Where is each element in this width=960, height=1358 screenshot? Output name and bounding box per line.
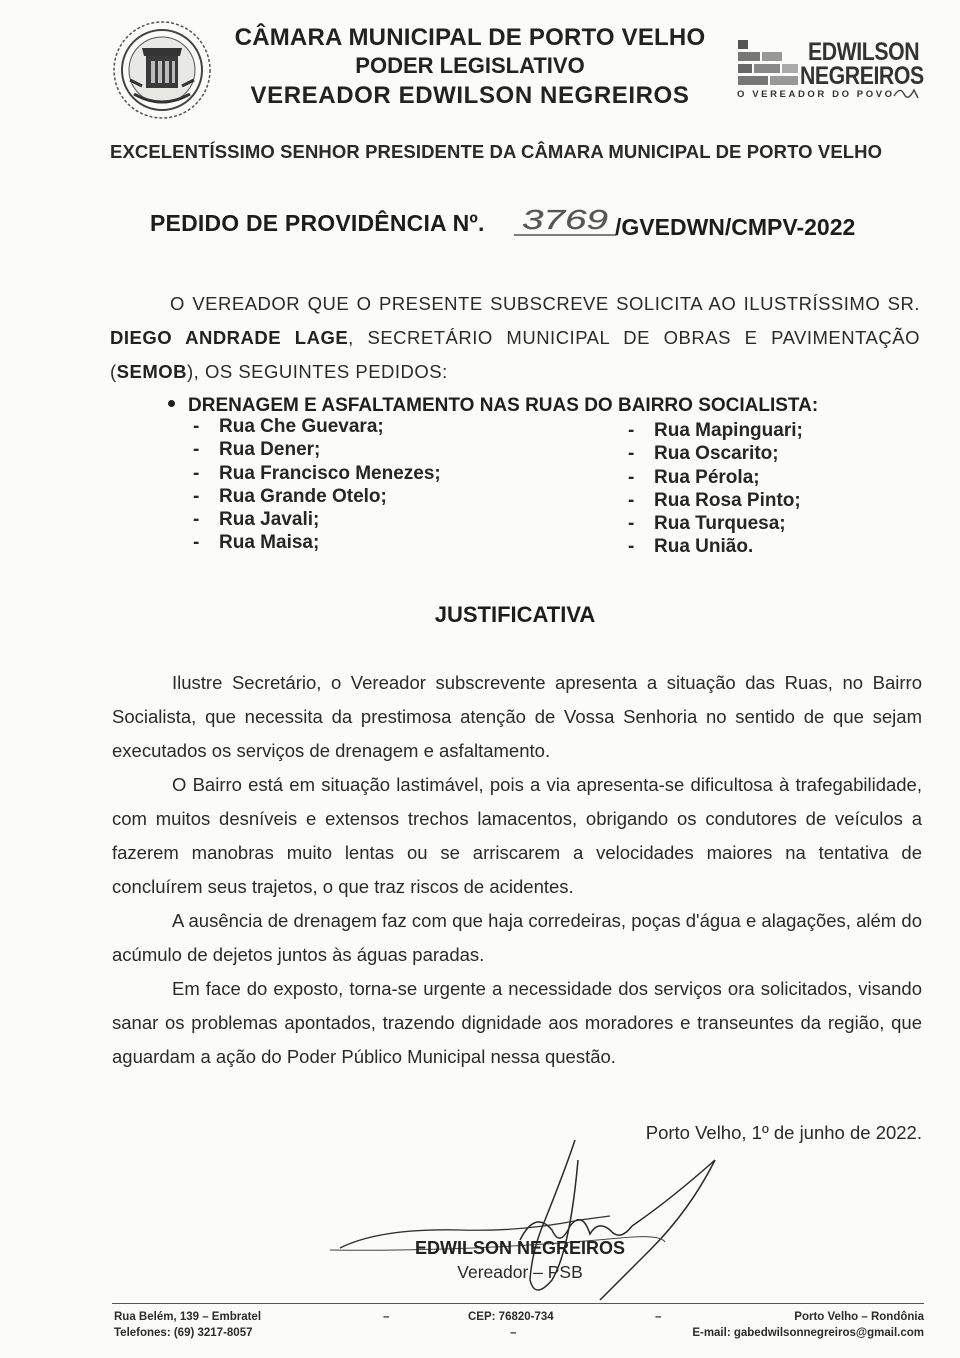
list-item: - Rua Pérola; bbox=[628, 466, 760, 488]
list-item: - Rua Maisa; bbox=[193, 532, 320, 554]
signatory-name: EDWILSON NEGREIROS bbox=[414, 1238, 625, 1258]
justification-paragraph: Ilustre Secretário, o Vereador subscrevente apresenta a situação das Ruas, no Bairro Socialista, que necessita da prestimosa atenção de Vossa Senhoria no sentido de que sejam executados os serviços de drenagem e asfaltamento. bbox=[112, 672, 922, 761]
footer-divider bbox=[112, 1303, 924, 1304]
footer-separator: – bbox=[655, 1311, 662, 1323]
justification-body bbox=[112, 666, 922, 1074]
handwritten-signature bbox=[320, 1130, 740, 1310]
justification-paragraph: Em face do exposto, torna-se urgente a necessidade dos serviços ora solicitados, visando sanar os problemas apontados, trazendo dignidade aos moradores e transeuntes da região, que aguardam a ação do Poder Público Municipal nessa questão. bbox=[112, 978, 922, 1067]
list-item: - Rua Oscarito; bbox=[628, 443, 779, 465]
list-item: - Rua União. bbox=[628, 536, 754, 558]
official-name: DIEGO ANDRADE LAGE bbox=[110, 327, 349, 348]
logo-name-last: NEGREIROS bbox=[800, 62, 924, 90]
request-title: PEDIDO DE PROVIDÊNCIA Nº. bbox=[150, 210, 485, 236]
footer-phone: Telefones: (69) 3217-8057 bbox=[114, 1327, 253, 1339]
document-date: Porto Velho, 1º de junho de 2022. bbox=[645, 1122, 922, 1143]
list-item: - Rua Turquesa; bbox=[628, 513, 786, 535]
signatory-role: Vereador – PSB bbox=[457, 1262, 583, 1282]
list-item: - Rua Mapinguari; bbox=[628, 420, 803, 441]
addressee: EXCELENTÍSSIMO SENHOR PRESIDENTE DA CÂMARA MUNICIPAL DE PORTO VELHO bbox=[110, 141, 883, 162]
footer-email: E-mail: gabedwilsonnegreiros@gmail.com bbox=[692, 1327, 924, 1339]
footer-location bbox=[640, 1309, 924, 1341]
list-item: - Rua Grande Otelo; bbox=[193, 485, 387, 507]
bullet-icon bbox=[168, 400, 175, 407]
street-list-right bbox=[628, 419, 803, 559]
request-code: /GVEDWN/CMPV-2022 bbox=[615, 214, 856, 240]
header-councilor: VEREADOR EDWILSON NEGREIROS bbox=[250, 82, 690, 109]
list-item: - Rua Francisco Menezes; bbox=[193, 462, 441, 484]
blocks-logo-icon bbox=[738, 40, 798, 88]
justification-paragraph: O Bairro está em situação lastimável, pois a via apresenta-se dificultosa à trafegabilidade, com muitos desníveis e extensos trechos lamacentos, obrigando os condutores de veículos a fazerem manobras muito lentas ou se arriscarem a velocidades maiores na tentativa de concluírem seus trajetos, o que traz riscos de acidentes. bbox=[112, 774, 922, 897]
footer-cep: CEP: 76820-734 bbox=[468, 1311, 554, 1323]
intro-paragraph: O VEREADOR QUE O PRESENTE SUBSCREVE SOLICITA AO ILUSTRÍSSIMO SR. DIEGO ANDRADE LAGE, SECRETÁRIO MUNICIPAL DE OBRAS E PAVIMENTAÇÃO (SEMOB), OS SEGUINTES PEDIDOS: bbox=[110, 293, 920, 382]
municipal-seal-icon bbox=[112, 20, 212, 120]
header-branch: PODER LEGISLATIVO bbox=[355, 53, 585, 78]
street-list-left bbox=[193, 415, 441, 555]
footer-separator: – bbox=[510, 1327, 517, 1339]
svg-text:3769: 3769 bbox=[522, 204, 608, 235]
request-number bbox=[512, 203, 616, 239]
agency-acronym: SEMOB bbox=[116, 361, 188, 382]
logo-slogan: O VEREADOR DO POVO bbox=[737, 89, 895, 100]
list-item: - Rua Dener; bbox=[193, 439, 321, 461]
justification-paragraph: A ausência de drenagem faz com que haja corredeiras, poças d'água e alagações, além do acúmulo de dejetos juntos às águas paradas. bbox=[112, 910, 922, 965]
footer-address: Rua Belém, 139 – Embratel bbox=[114, 1311, 262, 1323]
footer-city: Porto Velho – Rondônia bbox=[794, 1311, 924, 1323]
list-item: - Rua Rosa Pinto; bbox=[628, 489, 801, 511]
list-item: - Rua Che Guevara; bbox=[193, 416, 384, 437]
footer-contact bbox=[114, 1309, 261, 1341]
logo-signature-mark bbox=[892, 84, 920, 102]
request-item: DRENAGEM E ASFALTAMENTO NAS RUAS DO BAIRRO SOCIALISTA: bbox=[168, 395, 818, 417]
footer-separator: – bbox=[383, 1311, 390, 1323]
list-item: - Rua Javali; bbox=[193, 509, 320, 531]
justification-title: JUSTIFICATIVA bbox=[434, 602, 596, 627]
logo-name-first: EDWILSON bbox=[808, 38, 920, 66]
header-institution: CÂMARA MUNICIPAL DE PORTO VELHO bbox=[234, 24, 706, 51]
